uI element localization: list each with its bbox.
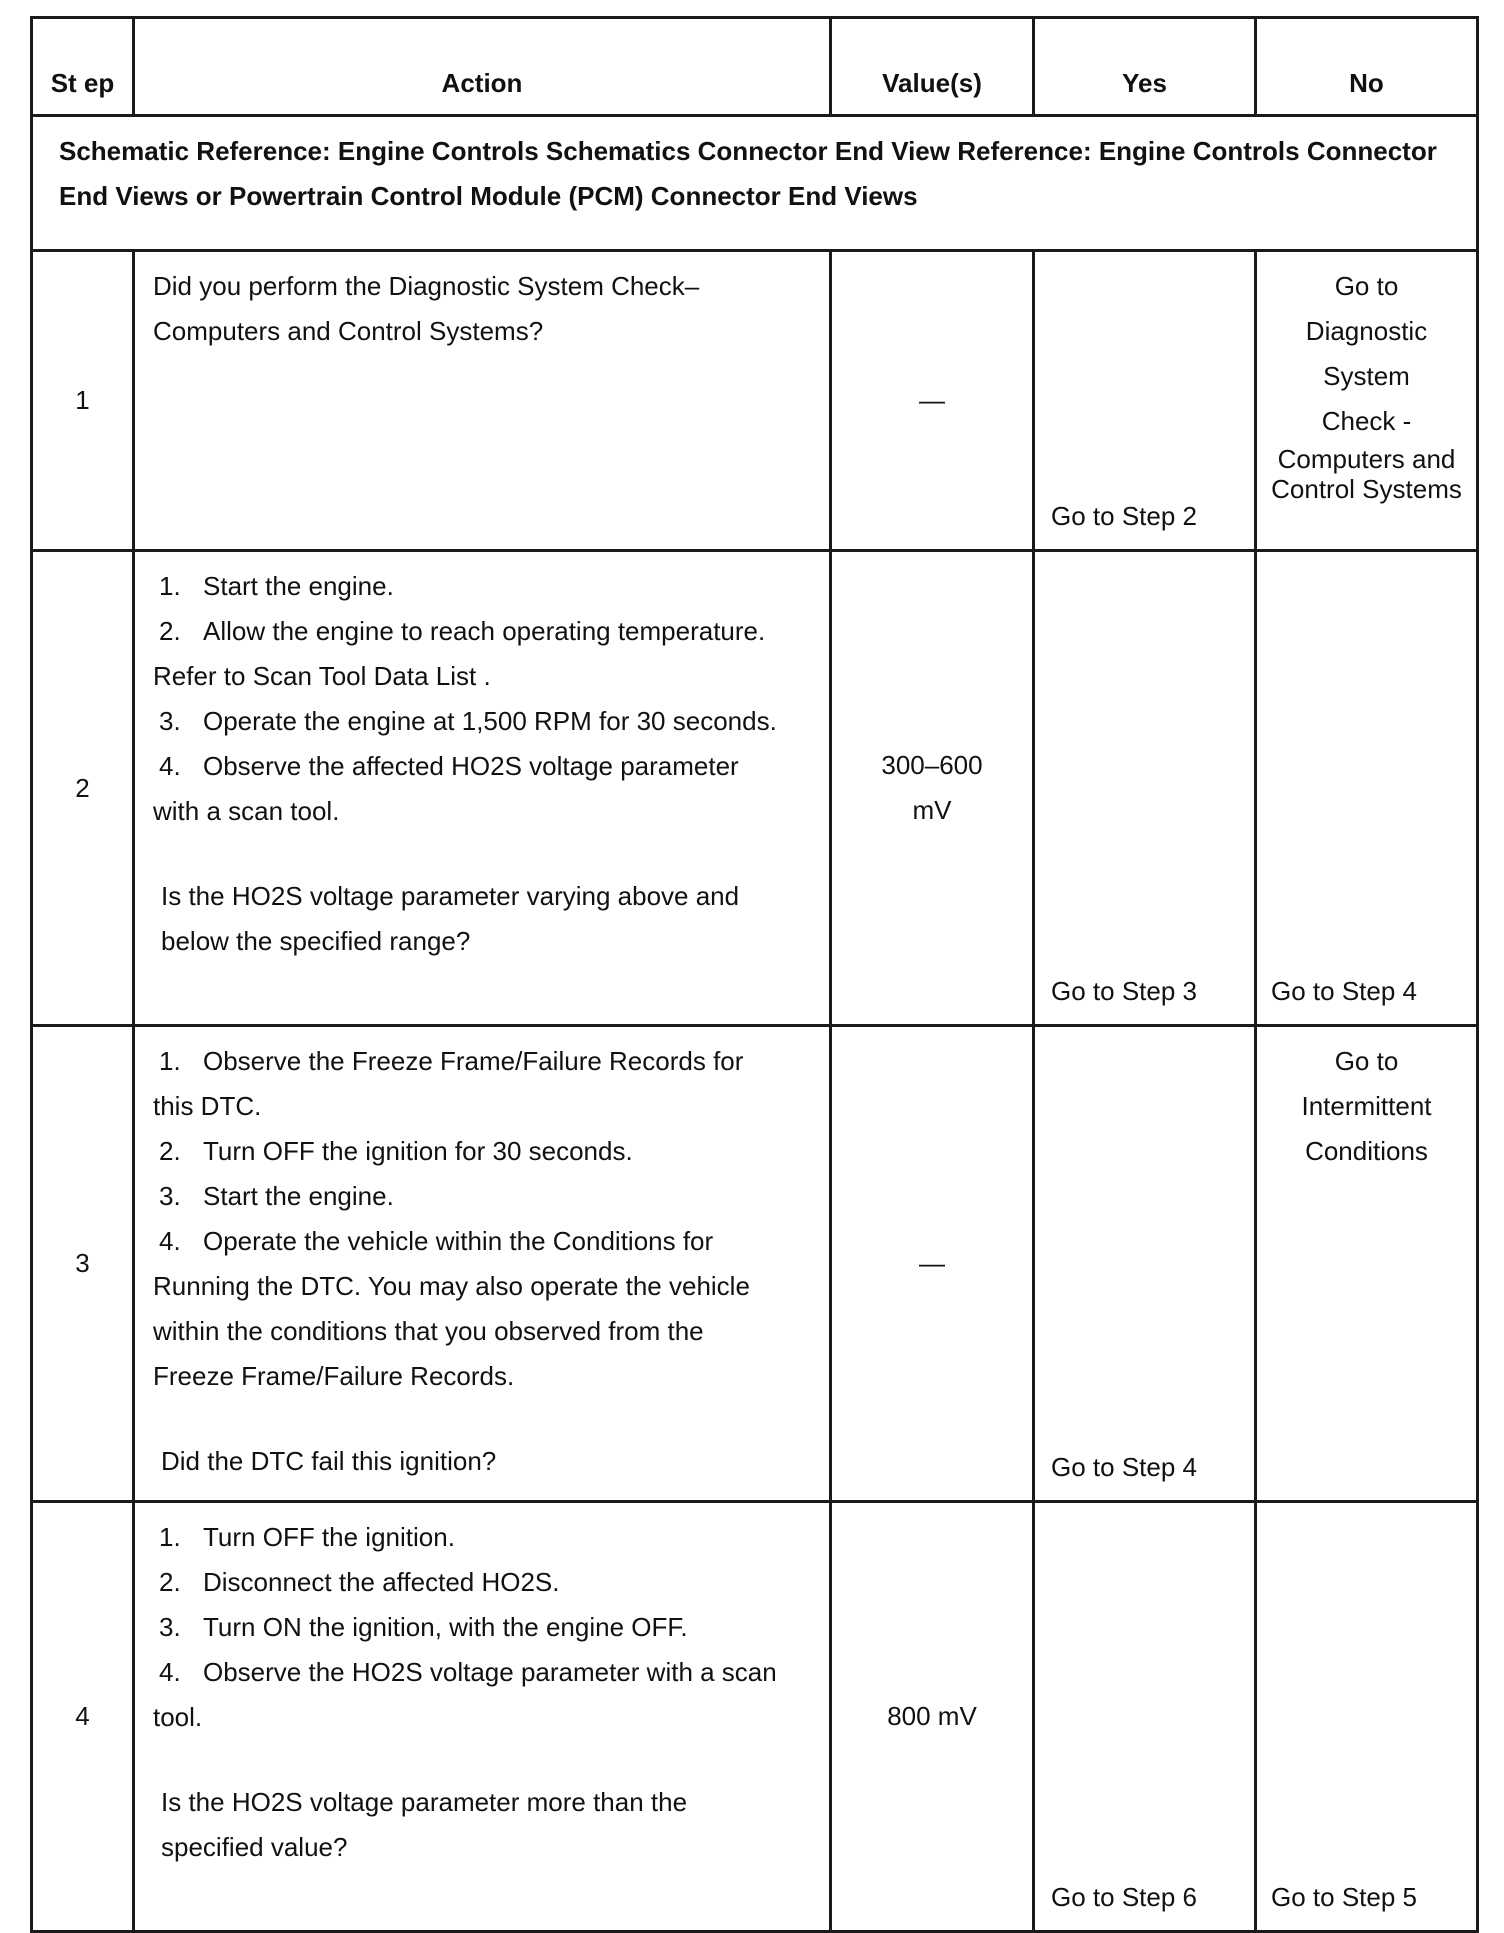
item-text: Start the engine. bbox=[203, 1181, 394, 1211]
step-action bbox=[134, 1502, 831, 1932]
no-line: Computers and bbox=[1277, 444, 1456, 474]
item-text: Observe the Freeze Frame/Failure Records for this DTC. bbox=[153, 1046, 744, 1121]
item-text: Operate the vehicle within the Conditions for Running the DTC. You may also operate the vehicle within the conditions that you observed from the Freeze Frame/Failure Records. bbox=[153, 1226, 750, 1391]
no-line: Go to bbox=[1334, 1046, 1399, 1076]
action-item bbox=[153, 699, 789, 744]
step-number: 1 bbox=[32, 251, 134, 551]
item-number: 3. bbox=[159, 706, 181, 736]
item-text: Disconnect the affected HO2S. bbox=[203, 1567, 560, 1597]
item-text: Turn OFF the ignition. bbox=[203, 1522, 455, 1552]
schematic-reference: Schematic Reference: Engine Controls Schematics Connector End View Reference: Engine Controls Connector End Views or Powertrain Control Module (PCM) Connector End Views bbox=[32, 116, 1478, 251]
action-text: Did you perform the Diagnostic System Check– Computers and Control Systems? bbox=[153, 271, 700, 346]
item-number: 1. bbox=[159, 1522, 181, 1552]
step-value: — bbox=[831, 1026, 1034, 1502]
item-number: 2. bbox=[159, 1567, 181, 1597]
step-number: 4 bbox=[32, 1502, 134, 1932]
item-number: 2. bbox=[159, 1136, 181, 1166]
action-item bbox=[153, 1039, 789, 1129]
no-line: Conditions bbox=[1305, 1136, 1428, 1166]
item-text: Allow the engine to reach operating temperature. Refer to Scan Tool Data List . bbox=[153, 616, 766, 691]
item-number: 3. bbox=[159, 1181, 181, 1211]
header-no: No bbox=[1256, 18, 1478, 116]
item-text: Operate the engine at 1,500 RPM for 30 seconds. bbox=[203, 706, 777, 736]
no-line: System bbox=[1323, 361, 1410, 391]
step-row-3 bbox=[32, 1026, 1478, 1502]
item-text: Turn OFF the ignition for 30 seconds. bbox=[203, 1136, 633, 1166]
item-text: Observe the HO2S voltage parameter with a scan tool. bbox=[153, 1657, 777, 1732]
action-item bbox=[153, 1129, 789, 1174]
step-action bbox=[134, 1026, 831, 1502]
step-value: 300–600 mV bbox=[831, 551, 1034, 1026]
header-step: St ep bbox=[32, 18, 134, 116]
item-number: 3. bbox=[159, 1612, 181, 1642]
action-item bbox=[153, 1650, 789, 1740]
step-row-4 bbox=[32, 1502, 1478, 1932]
step-no: Go to Step 4 bbox=[1256, 551, 1478, 1026]
item-number: 1. bbox=[159, 1046, 181, 1076]
action-item bbox=[153, 564, 789, 609]
step-row-2 bbox=[32, 551, 1478, 1026]
header-row bbox=[32, 18, 1478, 116]
no-line: Check - bbox=[1321, 406, 1412, 436]
step-yes: Go to Step 2 bbox=[1034, 251, 1256, 551]
item-number: 4. bbox=[159, 751, 181, 781]
no-line: Go to bbox=[1334, 271, 1399, 301]
no-line: Diagnostic bbox=[1305, 316, 1428, 346]
item-text: Turn ON the ignition, with the engine OFF. bbox=[203, 1612, 688, 1642]
item-number: 1. bbox=[159, 571, 181, 601]
action-item bbox=[153, 1174, 789, 1219]
action-question: Did the DTC fail this ignition? bbox=[161, 1446, 497, 1476]
diagnostic-table bbox=[30, 16, 1479, 1933]
schematic-reference-row bbox=[32, 116, 1478, 251]
no-line: Intermittent bbox=[1301, 1091, 1432, 1121]
item-text: Observe the affected HO2S voltage parameter with a scan tool. bbox=[153, 751, 739, 826]
item-number: 2. bbox=[159, 616, 181, 646]
step-number: 3 bbox=[32, 1026, 134, 1502]
step-value: — bbox=[831, 251, 1034, 551]
header-values: Value(s) bbox=[831, 18, 1034, 116]
item-number: 4. bbox=[159, 1657, 181, 1687]
header-action: Action bbox=[134, 18, 831, 116]
step-no: Go to Step 5 bbox=[1256, 1502, 1478, 1932]
action-item bbox=[153, 744, 789, 834]
action-item bbox=[153, 1560, 789, 1605]
step-number: 2 bbox=[32, 551, 134, 1026]
step-action bbox=[134, 551, 831, 1026]
action-item bbox=[153, 1219, 789, 1399]
step-yes: Go to Step 4 bbox=[1034, 1026, 1256, 1502]
action-item bbox=[153, 1605, 789, 1650]
action-item bbox=[153, 609, 789, 699]
item-number: 4. bbox=[159, 1226, 181, 1256]
item-text: Start the engine. bbox=[203, 571, 394, 601]
action-question: Is the HO2S voltage parameter more than the specified value? bbox=[161, 1787, 688, 1862]
step-yes: Go to Step 6 bbox=[1034, 1502, 1256, 1932]
step-no bbox=[1256, 1026, 1478, 1502]
action-question: Is the HO2S voltage parameter varying above and below the specified range? bbox=[161, 881, 740, 956]
no-line: Control Systems bbox=[1271, 474, 1462, 504]
step-yes: Go to Step 3 bbox=[1034, 551, 1256, 1026]
action-item bbox=[153, 1515, 789, 1560]
step-no bbox=[1256, 251, 1478, 551]
header-yes: Yes bbox=[1034, 18, 1256, 116]
step-row-1 bbox=[32, 251, 1478, 551]
step-value: 800 mV bbox=[831, 1502, 1034, 1932]
step-action bbox=[134, 251, 831, 551]
